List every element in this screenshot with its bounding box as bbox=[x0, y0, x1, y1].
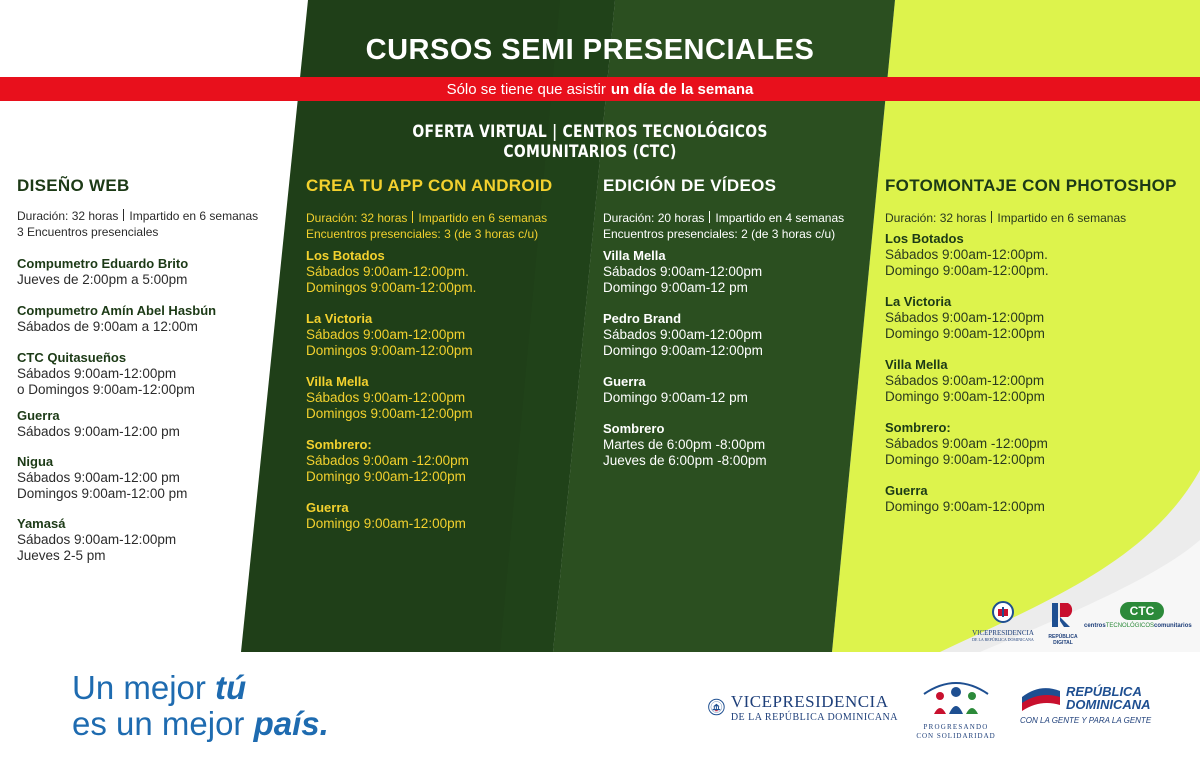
schedule-line: Domingos 9:00am-12:00pm. bbox=[306, 280, 477, 295]
location-name: Los Botados bbox=[306, 248, 385, 263]
course-title: CREA TU APP CON ANDROID bbox=[306, 176, 553, 195]
schedule-line: Sábados de 9:00am a 12:00m bbox=[17, 319, 198, 334]
imparted: Impartido en 6 semanas bbox=[418, 211, 548, 225]
progresando-icon bbox=[918, 672, 994, 718]
location bbox=[603, 248, 844, 296]
location-name: Guerra bbox=[17, 408, 60, 423]
location bbox=[885, 294, 1177, 342]
vicepresidencia-logo bbox=[708, 683, 898, 731]
duration: Duración: 32 horas bbox=[885, 211, 987, 225]
duration: Duración: 32 horas bbox=[17, 209, 119, 223]
slogan-text: Un mejor bbox=[72, 669, 216, 706]
course-android bbox=[306, 176, 553, 532]
schedule-line: Sábados 9:00am-12:00 pm bbox=[17, 424, 180, 439]
rd-label-2: DIGITAL bbox=[1053, 640, 1073, 646]
vice-label: VICEPRESIDENCIA bbox=[972, 629, 1034, 637]
footer-slogan bbox=[72, 670, 329, 742]
duration: Duración: 20 horas bbox=[603, 211, 705, 225]
course-info bbox=[306, 210, 553, 242]
schedule-line: Domingo 9:00am-12:00pm bbox=[885, 452, 1045, 467]
course-video-editing bbox=[603, 176, 844, 469]
location bbox=[885, 231, 1177, 279]
schedule-line: Domingo 9:00am-12:00pm bbox=[885, 326, 1045, 341]
location bbox=[17, 454, 258, 502]
course-info bbox=[885, 210, 1177, 226]
ctc-badge: CTC bbox=[1120, 602, 1164, 620]
location-name: Villa Mella bbox=[603, 248, 666, 263]
meetings: Encuentros presenciales: 3 (de 3 horas c/u) bbox=[306, 227, 539, 241]
location-name: La Victoria bbox=[885, 294, 952, 309]
schedule-line: Sábados 9:00am-12:00pm bbox=[17, 366, 177, 381]
location bbox=[885, 420, 1177, 468]
course-title: EDICIÓN DE VÍDEOS bbox=[603, 176, 777, 195]
schedule-line: Sábados 9:00am-12:00pm bbox=[603, 327, 763, 342]
schedule-line: Domingos 9:00am-12:00pm bbox=[306, 343, 473, 358]
location-name: Guerra bbox=[603, 374, 646, 389]
vice-logo-subtitle: DE LA REPÚBLICA DOMINICANA bbox=[730, 711, 898, 723]
location-name: Sombrero bbox=[603, 421, 665, 436]
location-name: La Victoria bbox=[306, 311, 373, 326]
schedule-line: Sábados 9:00am-12:00pm bbox=[17, 532, 177, 547]
schedule-line: Sábados 9:00am -12:00pm bbox=[306, 453, 469, 468]
imparted: Impartido en 6 semanas bbox=[129, 209, 259, 223]
schedule-line: Sábados 9:00am-12:00pm bbox=[306, 327, 466, 342]
banner-text: Sólo se tiene que asistir bbox=[446, 80, 606, 98]
course-title: DISEÑO WEB bbox=[17, 176, 130, 195]
schedule-line: Domingo 9:00am-12:00pm bbox=[885, 499, 1045, 514]
location bbox=[603, 421, 844, 469]
course-photoshop bbox=[885, 176, 1177, 515]
schedule-line: Domingo 9:00am-12:00pm bbox=[603, 343, 763, 358]
schedule-line: Sábados 9:00am-12:00pm bbox=[306, 390, 466, 405]
vice-sublabel: DE LA REPÚBLICA DOMINICANA bbox=[972, 637, 1034, 642]
schedule-line: Sábados 9:00am-12:00pm bbox=[603, 264, 763, 279]
slogan-emphasis: tú bbox=[215, 669, 247, 706]
location bbox=[306, 500, 553, 532]
schedule-line: Sábados 9:00am-12:00pm. bbox=[306, 264, 469, 279]
imparted: Impartido en 6 semanas bbox=[997, 211, 1127, 225]
schedule-line: Domingo 9:00am-12 pm bbox=[603, 390, 748, 405]
vice-logo-title: VICEPRESIDENCIA bbox=[730, 691, 889, 711]
ctc-logo bbox=[1084, 602, 1192, 629]
location-name: CTC Quitasueños bbox=[17, 350, 127, 365]
location bbox=[306, 248, 553, 296]
duration: Duración: 32 horas bbox=[306, 211, 408, 225]
schedule-line: Domingos 9:00am-12:00 pm bbox=[17, 486, 188, 501]
schedule-line: Jueves de 6:00pm -8:00pm bbox=[603, 453, 767, 468]
imparted: Impartido en 4 semanas bbox=[715, 211, 845, 225]
course-title: FOTOMONTAJE CON PHOTOSHOP bbox=[885, 176, 1177, 195]
schedule-line: Sábados 9:00am-12:00pm bbox=[885, 310, 1045, 325]
meetings: Encuentros presenciales: 2 (de 3 horas c/u) bbox=[603, 227, 836, 241]
rd-icon bbox=[1048, 601, 1078, 629]
course-info bbox=[603, 210, 844, 242]
page-title: CURSOS SEMI PRESENCIALES bbox=[365, 34, 815, 66]
banner-bold-text: un día de la semana bbox=[610, 80, 754, 98]
schedule-line: Domingos 9:00am-12:00pm bbox=[306, 406, 473, 421]
location-name: Guerra bbox=[885, 483, 928, 498]
ctc-text bbox=[1084, 623, 1190, 629]
ctc-text-2: TECNOLÓGICOS bbox=[1105, 623, 1155, 629]
location bbox=[17, 303, 258, 335]
location-name: Pedro Brand bbox=[603, 311, 682, 326]
location bbox=[603, 374, 844, 406]
schedule-line: Sábados 9:00am-12:00 pm bbox=[17, 470, 180, 485]
location bbox=[17, 408, 258, 440]
banner-bar bbox=[0, 77, 1200, 101]
rd-logo-tagline: CON LA GENTE Y PARA LA GENTE bbox=[1020, 716, 1152, 725]
rd-logo-line-2: DOMINICANA bbox=[1066, 697, 1151, 712]
location-name: Compumetro Eduardo Brito bbox=[17, 256, 189, 271]
flag-icon bbox=[1020, 683, 1062, 713]
schedule-line: Sábados 9:00am-12:00pm bbox=[885, 373, 1045, 388]
location-name: Villa Mella bbox=[306, 374, 369, 389]
location bbox=[17, 256, 258, 288]
location-name: Guerra bbox=[306, 500, 349, 515]
slogan-text: es un mejor bbox=[72, 705, 254, 742]
seal-icon bbox=[708, 681, 725, 733]
course-info bbox=[17, 208, 258, 240]
progresando-label-1: PROGRESANDO bbox=[923, 723, 989, 731]
location-name: Sombrero: bbox=[306, 437, 372, 452]
location-name: Los Botados bbox=[885, 231, 964, 246]
schedule-line: Domingo 9:00am-12 pm bbox=[603, 280, 748, 295]
progresando-logo bbox=[916, 672, 996, 741]
location bbox=[603, 311, 844, 359]
location bbox=[885, 483, 1177, 515]
ctc-text-1: centros bbox=[1084, 623, 1106, 629]
schedule-line: o Domingos 9:00am-12:00pm bbox=[17, 382, 195, 397]
location bbox=[17, 516, 258, 564]
schedule-line: Sábados 9:00am-12:00pm. bbox=[885, 247, 1048, 262]
schedule-line: Domingo 9:00am-12:00pm bbox=[306, 516, 466, 531]
ctc-text-3: comunitarios bbox=[1154, 623, 1192, 629]
location-name: Yamasá bbox=[17, 516, 66, 531]
progresando-label-2: CON SOLIDARIDAD bbox=[916, 732, 996, 740]
schedule-line: Domingo 9:00am-12:00pm bbox=[885, 389, 1045, 404]
seal-icon bbox=[990, 600, 1016, 624]
course-diseno-web bbox=[17, 176, 258, 564]
rd-label-1: REPÚBLICA bbox=[1048, 634, 1078, 640]
meetings: 3 Encuentros presenciales bbox=[17, 225, 159, 239]
location bbox=[306, 437, 553, 485]
location bbox=[885, 357, 1177, 405]
location-name: Sombrero: bbox=[885, 420, 951, 435]
location-name: Nigua bbox=[17, 454, 54, 469]
location bbox=[17, 350, 258, 398]
schedule-line: Jueves de 2:00pm a 5:00pm bbox=[17, 272, 188, 287]
rd-logo-line-1: REPÚBLICA bbox=[1066, 684, 1142, 699]
schedule-line: Jueves 2-5 pm bbox=[17, 548, 106, 563]
location bbox=[306, 311, 553, 359]
schedule-line: Domingo 9:00am-12:00pm bbox=[306, 469, 466, 484]
location-name: Compumetro Amín Abel Hasbún bbox=[17, 303, 217, 318]
vicepresidencia-small-logo bbox=[968, 600, 1038, 642]
slogan-emphasis: país. bbox=[253, 705, 329, 742]
schedule-line: Sábados 9:00am -12:00pm bbox=[885, 436, 1048, 451]
schedule-line: Martes de 6:00pm -8:00pm bbox=[603, 437, 766, 452]
location-name: Villa Mella bbox=[885, 357, 948, 372]
schedule-line: Domingo 9:00am-12:00pm. bbox=[885, 263, 1049, 278]
republica-digital-logo bbox=[1043, 601, 1083, 646]
subtitle: OFERTA VIRTUAL | CENTROS TECNOLÓGICOS COMUNITARIOS (CTC) bbox=[412, 122, 768, 162]
location bbox=[306, 374, 553, 422]
republica-dominicana-logo bbox=[1020, 683, 1170, 725]
